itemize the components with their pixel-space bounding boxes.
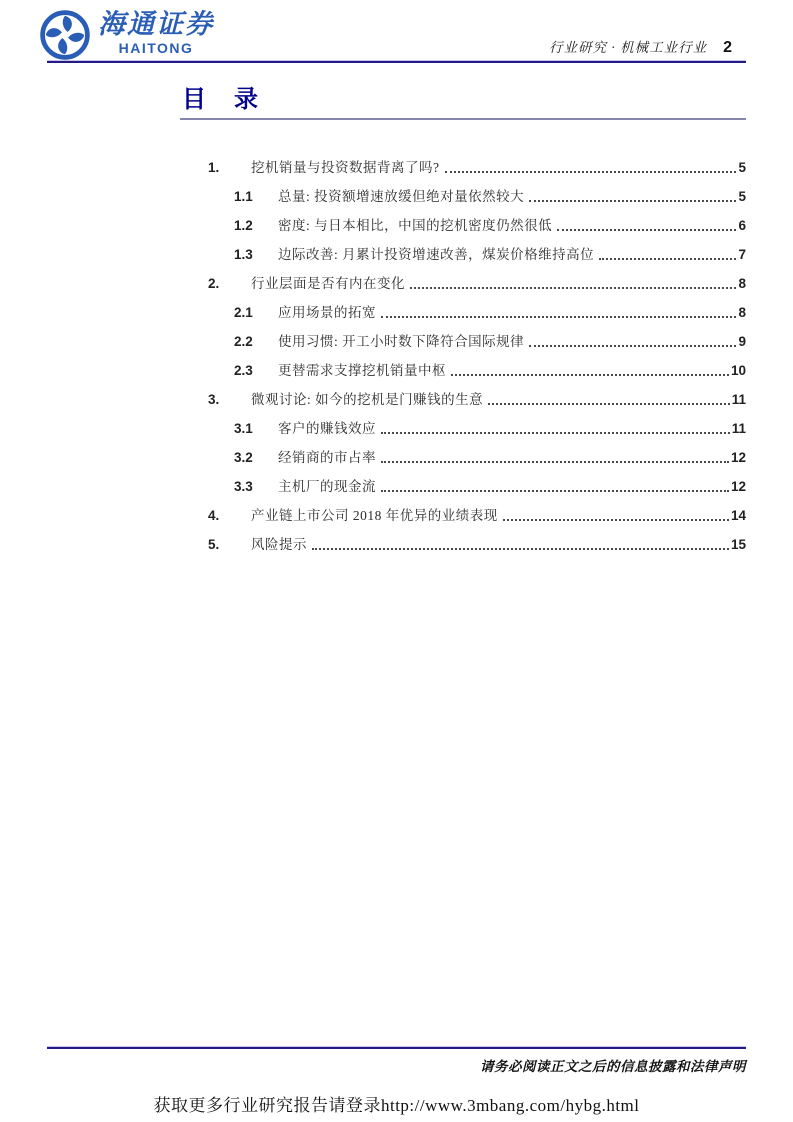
toc-row-label: 密度: 与日本相比，中国的挖机密度仍然很低	[278, 218, 553, 233]
footer-disclaimer: 请务必阅读正文之后的信息披露和法律声明	[480, 1059, 746, 1074]
toc-row-number: 3.2	[234, 450, 253, 465]
toc-row-label: 边际改善: 月累计投资增速改善，煤炭价格维持高位	[278, 247, 595, 262]
toc-row-page: 10	[730, 363, 746, 378]
toc-row-number: 2.3	[234, 363, 253, 378]
toc-row-number: 4.	[208, 508, 220, 523]
footer-promo-text: 获取更多行业研究报告请登录http://www.3mbang.com/hybg.html	[153, 1096, 640, 1115]
toc-row[interactable]	[208, 160, 746, 176]
brand-text	[98, 10, 214, 56]
toc-row-number: 3.3	[234, 479, 253, 494]
toc-row-number: 3.	[208, 392, 220, 407]
toc-row-number: 1.2	[234, 218, 253, 233]
toc-row-number: 1.	[208, 160, 220, 175]
toc-row[interactable]	[208, 537, 746, 553]
toc-row[interactable]	[234, 334, 746, 350]
brand-name-en: HAITONG	[118, 40, 194, 56]
toc-row-page: 8	[738, 305, 746, 320]
toc-row-page: 5	[738, 189, 746, 204]
toc-leader-dots	[599, 258, 736, 260]
toc-row-number: 1.3	[234, 247, 253, 262]
toc-row-page: 15	[730, 537, 746, 552]
toc-row[interactable]	[234, 479, 746, 495]
toc-row-label: 挖机销量与投资数据背离了吗?	[251, 160, 440, 175]
toc-row-label: 更替需求支撑挖机销量中枢	[278, 363, 446, 378]
toc-row-page: 12	[730, 450, 746, 465]
toc-leader-dots	[445, 171, 737, 173]
toc-row-number: 2.	[208, 276, 220, 291]
toc-row-page: 11	[731, 421, 746, 436]
toc-leader-dots	[557, 229, 736, 231]
toc-row-number: 1.1	[234, 189, 253, 204]
toc-row-number: 3.1	[234, 421, 253, 436]
toc-row-label: 使用习惯: 开工小时数下降符合国际规律	[278, 334, 525, 349]
toc-leader-dots	[381, 316, 736, 318]
toc-row[interactable]	[234, 218, 746, 234]
toc-row-page: 7	[738, 247, 746, 262]
header-category: 行业研究 · 机械工业行业	[548, 40, 708, 55]
toc-leader-dots	[312, 548, 729, 550]
toc-leader-dots	[488, 403, 730, 405]
header-right	[549, 36, 746, 57]
toc-row-page: 5	[738, 160, 746, 175]
toc-row-page: 6	[738, 218, 746, 233]
toc-row[interactable]	[234, 450, 746, 466]
toc-row-label: 产业链上市公司 2018 年优异的业绩表现	[251, 508, 498, 523]
toc-row[interactable]	[208, 276, 746, 292]
toc-row-page: 8	[738, 276, 746, 291]
toc-row-number: 2.1	[234, 305, 253, 320]
toc-leader-dots	[410, 287, 736, 289]
toc-title-rule	[180, 118, 746, 120]
toc-row[interactable]	[208, 508, 746, 524]
toc-row-label: 微观讨论: 如今的挖机是门赚钱的生意	[251, 392, 484, 407]
toc-row[interactable]	[234, 189, 746, 205]
toc-row-page: 9	[738, 334, 746, 349]
toc-row[interactable]	[208, 392, 746, 408]
toc-row-label: 总量: 投资额增速放缓但绝对量依然较大	[278, 189, 525, 204]
toc-row[interactable]	[234, 247, 746, 263]
toc-row-page: 12	[730, 479, 746, 494]
toc-row-label: 风险提示	[251, 537, 307, 552]
header-rule	[47, 60, 746, 63]
toc-title: 目 录	[182, 87, 260, 113]
table-of-contents	[180, 86, 746, 566]
toc-leader-dots	[503, 519, 729, 521]
toc-list	[180, 160, 746, 553]
toc-leader-dots	[381, 432, 730, 434]
haitong-logo-icon	[40, 10, 90, 60]
toc-row-page: 11	[731, 392, 746, 407]
footer-rule	[47, 1046, 746, 1049]
brand-name-cn: 海通证券	[98, 9, 214, 40]
toc-row-label: 主机厂的现金流	[278, 479, 376, 494]
header-page-number: 2	[723, 39, 732, 56]
toc-row-label: 应用场景的拓宽	[278, 305, 376, 320]
toc-row-number: 5.	[208, 537, 220, 552]
toc-row-label: 经销商的市占率	[278, 450, 376, 465]
toc-row-label: 客户的赚钱效应	[278, 421, 376, 436]
toc-row[interactable]	[234, 363, 746, 379]
toc-row-number: 2.2	[234, 334, 253, 349]
toc-leader-dots	[529, 345, 736, 347]
toc-leader-dots	[529, 200, 736, 202]
toc-row-page: 14	[730, 508, 746, 523]
toc-row[interactable]	[234, 305, 746, 321]
toc-row[interactable]	[234, 421, 746, 437]
toc-leader-dots	[381, 461, 729, 463]
toc-row-label: 行业层面是否有内在变化	[251, 276, 405, 291]
header-logo	[40, 10, 214, 60]
toc-leader-dots	[381, 490, 729, 492]
toc-leader-dots	[451, 374, 729, 376]
